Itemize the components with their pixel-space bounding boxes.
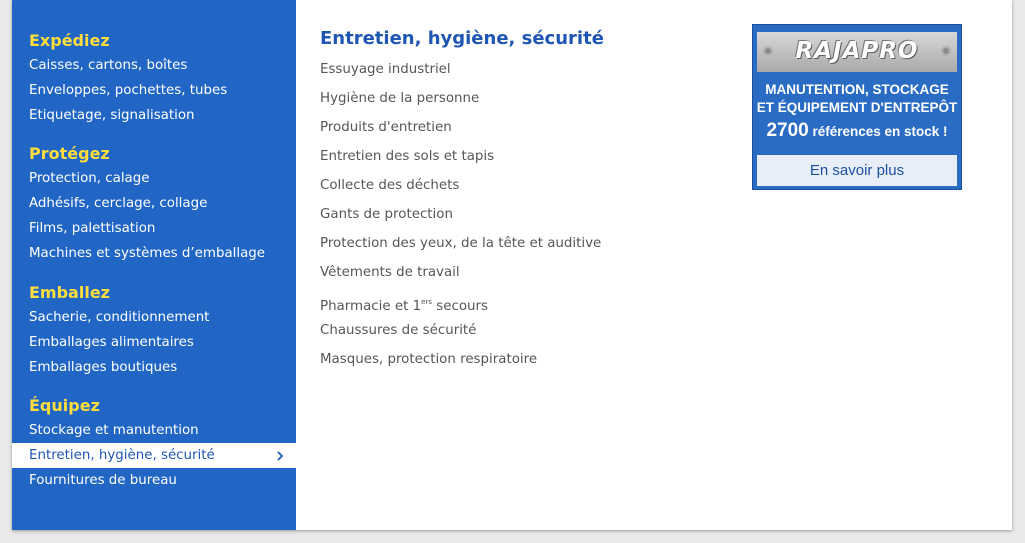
group-title-protegez: Protégez — [29, 144, 110, 163]
sidebar-item-enveloppes[interactable]: Enveloppes, pochettes, tubes — [29, 83, 228, 98]
subcategory-link-produits[interactable]: Produits d'entretien — [320, 120, 452, 135]
mega-menu-panel — [12, 0, 1012, 530]
ad-logo-strip — [757, 32, 957, 72]
en-savoir-plus-button[interactable]: En savoir plus — [757, 155, 957, 186]
subcategory-link-chaussures[interactable]: Chaussures de sécurité — [320, 323, 477, 338]
subcategory-link-vetements[interactable]: Vêtements de travail — [320, 265, 460, 280]
content-title: Entretien, hygiène, sécurité — [320, 28, 604, 49]
rajapro-ad-banner[interactable] — [752, 24, 962, 190]
pharmacie-label-main: Pharmacie et 1 — [320, 299, 422, 314]
chevron-right-icon — [275, 451, 285, 461]
subcategory-link-dechets[interactable]: Collecte des déchets — [320, 178, 460, 193]
subcategory-link-essuyage[interactable]: Essuyage industriel — [320, 62, 451, 77]
category-sidebar — [12, 0, 296, 530]
pharmacie-label-sup: ers — [421, 298, 432, 306]
ad-stock-line — [753, 120, 961, 142]
subcategory-link-masques[interactable]: Masques, protection respiratoire — [320, 352, 538, 367]
sidebar-item-protection-calage[interactable]: Protection, calage — [29, 171, 150, 186]
ad-line-2: ET ÉQUIPEMENT D'ENTREPÔT — [756, 100, 958, 115]
sidebar-item-adhesifs[interactable]: Adhésifs, cerclage, collage — [29, 196, 208, 211]
subcategory-link-sols[interactable]: Entretien des sols et tapis — [320, 149, 495, 164]
group-title-emballez: Emballez — [29, 283, 110, 302]
subcategory-link-gants[interactable]: Gants de protection — [320, 207, 453, 222]
sidebar-item-stockage[interactable]: Stockage et manutention — [29, 423, 199, 438]
sidebar-item-emballages-alimentaires[interactable]: Emballages alimentaires — [29, 335, 194, 350]
subcategory-link-protection-yeux[interactable]: Protection des yeux, de la tête et auditive — [320, 236, 602, 251]
ad-stock-text: références en stock ! — [808, 124, 948, 139]
sidebar-item-films[interactable]: Films, palettisation — [29, 221, 156, 236]
ad-stock-number: 2700 — [766, 120, 809, 141]
sidebar-item-etiquetage[interactable]: Etiquetage, signalisation — [29, 108, 195, 123]
sidebar-item-entretien-label: Entretien, hygiène, sécurité — [29, 448, 215, 463]
group-title-expediez: Expédiez — [29, 31, 110, 50]
sidebar-item-fournitures[interactable]: Fournitures de bureau — [29, 473, 177, 488]
group-title-equipez: Équipez — [29, 396, 100, 415]
sidebar-item-emballages-boutiques[interactable]: Emballages boutiques — [29, 360, 178, 375]
pharmacie-label-rest: secours — [431, 299, 488, 314]
sidebar-item-machines[interactable]: Machines et systèmes d’emballage — [29, 246, 266, 261]
sidebar-item-sacherie[interactable]: Sacherie, conditionnement — [29, 310, 210, 325]
ad-line-1: MANUTENTION, STOCKAGE — [765, 82, 949, 97]
sidebar-item-entretien[interactable] — [12, 443, 296, 468]
subcategory-link-hygiene[interactable]: Hygiène de la personne — [320, 91, 480, 106]
sidebar-item-caisses[interactable]: Caisses, cartons, boîtes — [29, 58, 188, 73]
subcategory-link-pharmacie[interactable] — [320, 292, 488, 317]
rajapro-logo: RAJAPRO — [795, 38, 919, 64]
